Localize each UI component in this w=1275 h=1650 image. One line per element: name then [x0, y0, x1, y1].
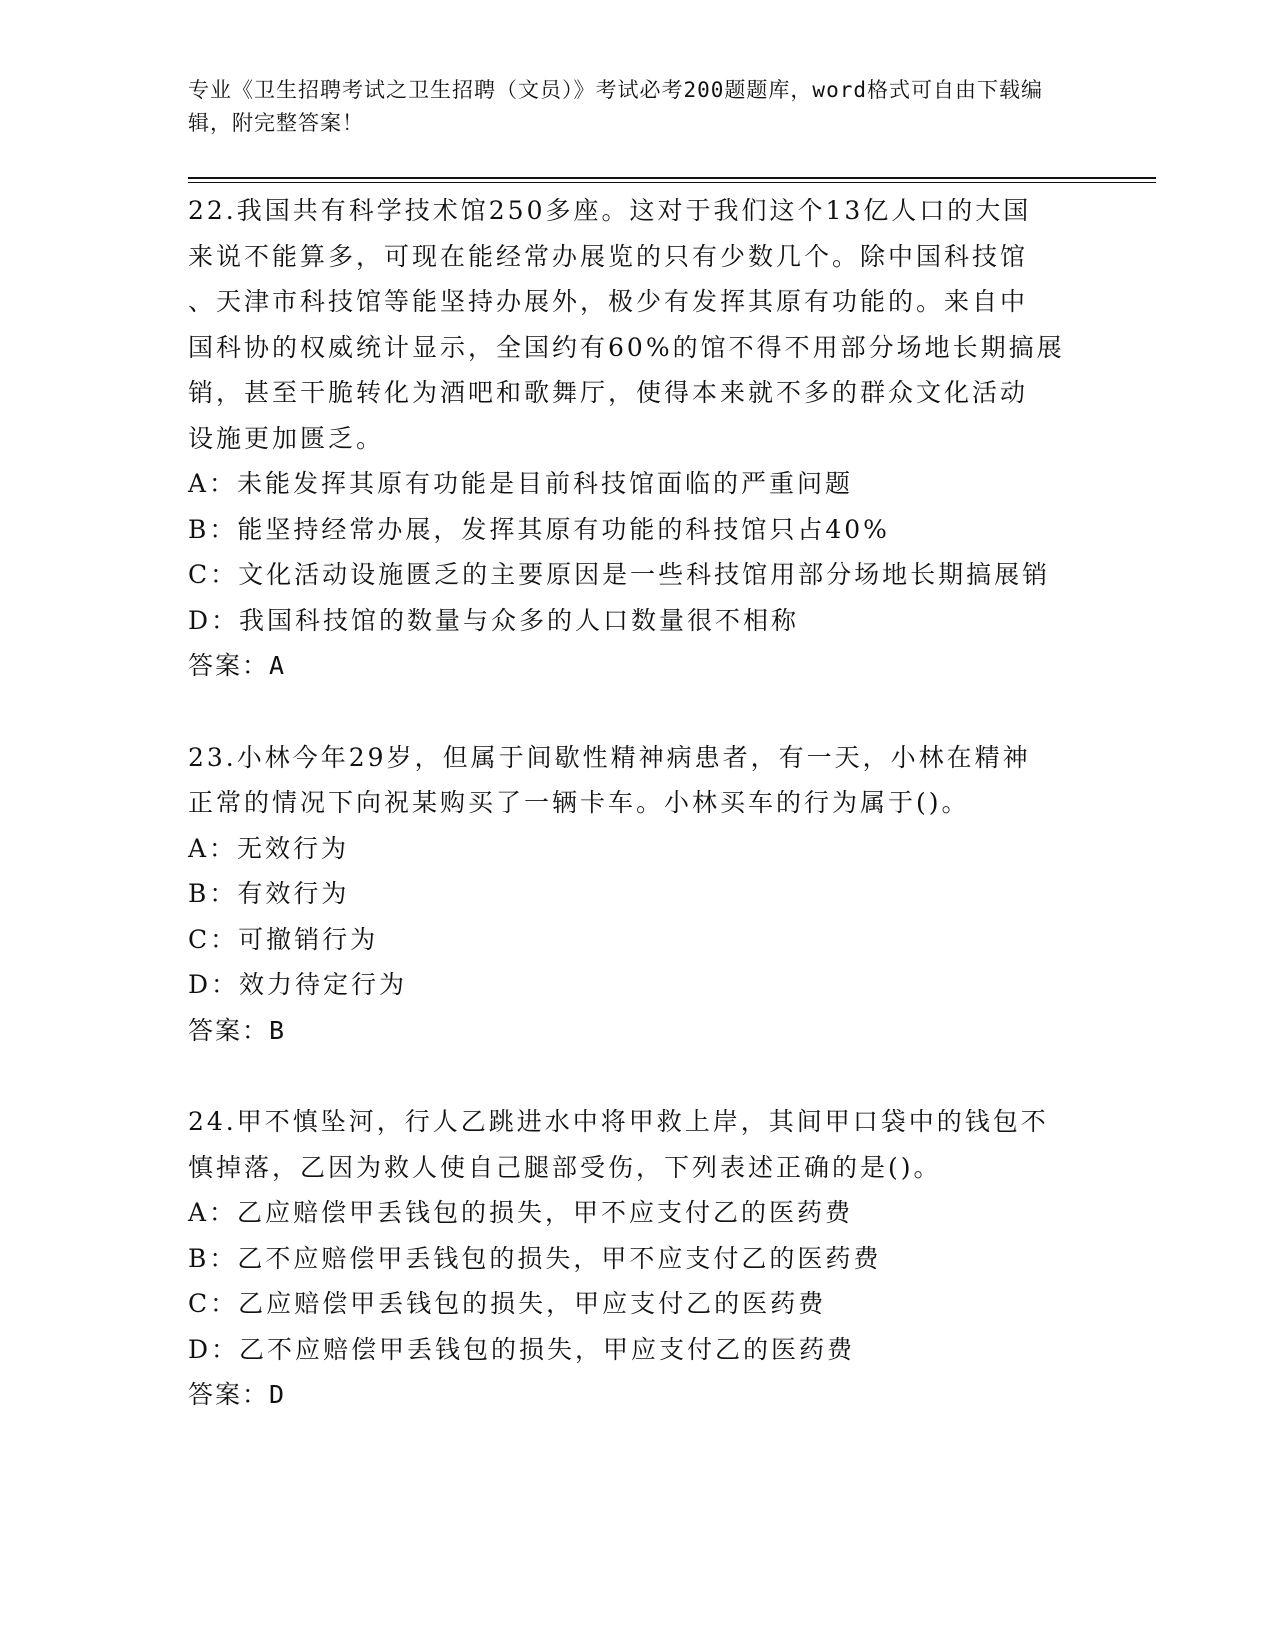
question-stem-line: 来说不能算多，可现在能经常办展览的只有少数几个。除中国科技馆	[188, 241, 1029, 271]
answer-line	[188, 1372, 1088, 1418]
answer-label: 答案：	[188, 1015, 270, 1045]
option-d: D：我国科技馆的数量与众多的人口数量很不相称	[188, 605, 800, 635]
question-stem-line: 慎掉落，乙因为救人使自己腿部受伤，下列表述正确的是()。	[188, 1152, 942, 1182]
answer-line	[188, 643, 1088, 689]
answer-line	[188, 1008, 1088, 1054]
option-b: B：有效行为	[188, 879, 350, 908]
answer-value: B	[269, 1015, 285, 1045]
option-a: A：无效行为	[188, 833, 350, 863]
answer-value: D	[269, 1380, 285, 1409]
question-stem-line: 23.小林今年29岁，但属于间歇性精神病患者，有一天，小林在精神	[188, 742, 1031, 772]
header-rule-thin	[188, 182, 1156, 183]
option-b: B：乙不应赔偿甲丢钱包的损失，甲不应支付乙的医药费	[188, 1243, 882, 1273]
option-c: C：可撤销行为	[188, 924, 379, 954]
question-22	[188, 188, 1088, 689]
answer-label: 答案：	[188, 1380, 270, 1409]
option-b: B：能坚持经常办展，发挥其原有功能的科技馆只占40%	[188, 514, 890, 544]
answer-label: 答案：	[188, 651, 270, 680]
option-a: A：未能发挥其原有功能是目前科技馆面临的严重问题	[188, 469, 854, 498]
option-c: C：文化活动设施匮乏的主要原因是一些科技馆用部分场地长期搞展销	[188, 560, 1051, 589]
question-stem-line: 正常的情况下向祝某购买了一辆卡车。小林买车的行为属于()。	[188, 788, 970, 817]
question-stem-line: 销，甚至干脆转化为酒吧和歌舞厅，使得本来就不多的群众文化活动	[188, 378, 1029, 407]
header-rule-thick	[188, 177, 1156, 179]
question-stem-line: 24.甲不慎坠河，行人乙跳进水中将甲救上岸，其间甲口袋中的钱包不	[188, 1107, 1049, 1136]
option-c: C：乙应赔偿甲丢钱包的损失，甲应支付乙的医药费	[188, 1289, 827, 1318]
document-header: 专业《卫生招聘考试之卫生招聘（文员）》考试必考200题题库，word格式可自由下载编辑，附完整答案！	[188, 78, 1043, 135]
question-stem-line: 国科协的权威统计显示，全国约有60%的馆不得不用部分场地长期搞展	[188, 332, 1065, 362]
question-list	[188, 188, 1088, 1418]
option-a: A：乙应赔偿甲丢钱包的损失，甲不应支付乙的医药费	[188, 1198, 854, 1227]
question-stem-line: 22.我国共有科学技术馆250多座。这对于我们这个13亿人口的大国	[188, 196, 1032, 225]
question-stem-line: 设施更加匮乏。	[188, 423, 385, 453]
answer-value: A	[269, 651, 285, 680]
question-24	[188, 1099, 1088, 1418]
question-stem-line: 、天津市科技馆等能坚持办展外，极少有发挥其原有功能的。来自中	[188, 287, 1029, 316]
option-d: D：效力待定行为	[188, 970, 408, 999]
option-d: D：乙不应赔偿甲丢钱包的损失，甲应支付乙的医药费	[188, 1334, 856, 1364]
question-23	[188, 735, 1088, 1054]
